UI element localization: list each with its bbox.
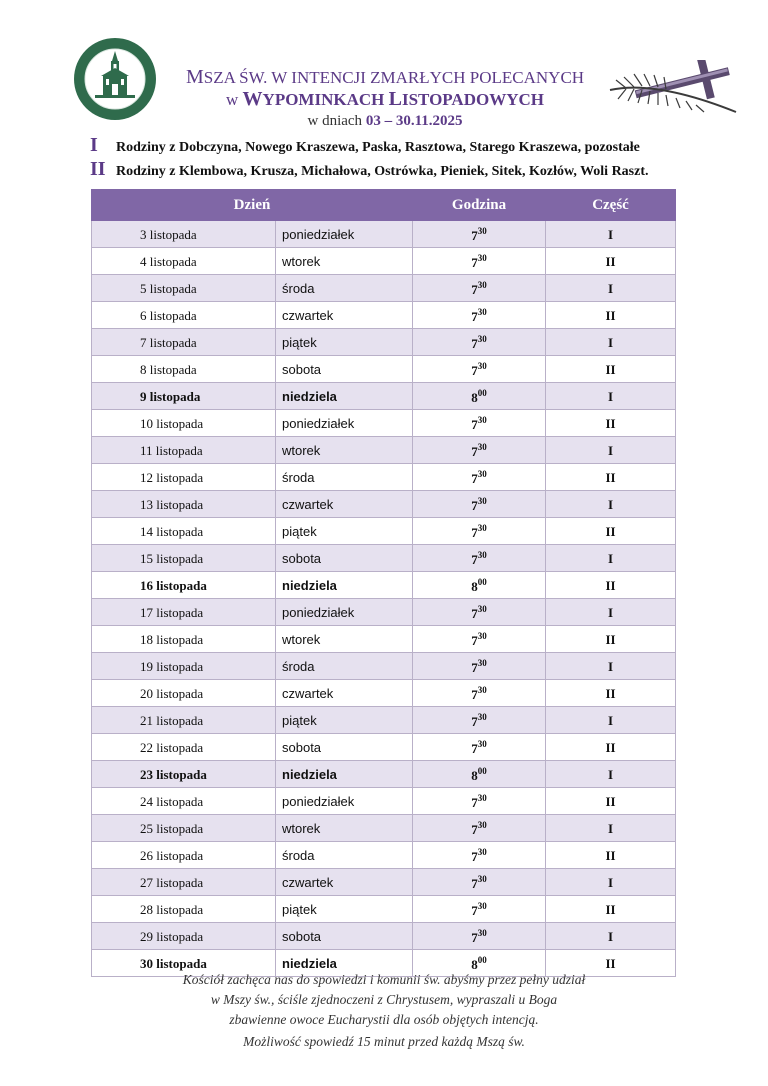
- group-numeral: II: [90, 158, 106, 180]
- time-hour: 7: [471, 416, 478, 432]
- part-cell: II: [546, 572, 676, 599]
- date-cell: 17 listopada: [92, 599, 276, 626]
- time-hour: 7: [471, 524, 478, 540]
- time-minutes: 30: [477, 225, 487, 236]
- part-cell: I: [546, 653, 676, 680]
- date-cell: 9 listopada: [92, 383, 276, 410]
- time-minutes: 30: [477, 279, 487, 290]
- time-hour: 8: [471, 956, 478, 972]
- time-minutes: 00: [477, 387, 487, 398]
- weekday-cell: czwartek: [276, 491, 413, 518]
- date-cell: 18 listopada: [92, 626, 276, 653]
- date-range: w dniach 03 – 30.11.2025: [307, 113, 463, 129]
- table-row: [92, 761, 676, 788]
- weekday-cell: piątek: [276, 707, 413, 734]
- weekday-cell: poniedziałek: [276, 599, 413, 626]
- time-hour: 7: [471, 875, 478, 891]
- table-row: [92, 491, 676, 518]
- time-cell: [413, 788, 546, 815]
- part-cell: I: [546, 869, 676, 896]
- time-minutes: 30: [477, 738, 487, 749]
- time-minutes: 30: [477, 711, 487, 722]
- date-cell: 14 listopada: [92, 518, 276, 545]
- time-minutes: 30: [477, 657, 487, 668]
- group-two: [90, 158, 649, 181]
- footer-line: zbawienne owoce Eucharystii dla osób objętych intencją.: [229, 1012, 539, 1027]
- weekday-cell: poniedziałek: [276, 788, 413, 815]
- date-cell: 13 listopada: [92, 491, 276, 518]
- table-row: [92, 275, 676, 302]
- time-hour: 7: [471, 659, 478, 675]
- date-cell: 22 listopada: [92, 734, 276, 761]
- date-cell: 16 listopada: [92, 572, 276, 599]
- date-cell: 15 listopada: [92, 545, 276, 572]
- date-cell: 12 listopada: [92, 464, 276, 491]
- table-row: [92, 410, 676, 437]
- part-cell: I: [546, 599, 676, 626]
- part-cell: II: [546, 950, 676, 977]
- table-row: [92, 923, 676, 950]
- weekday-cell: poniedziałek: [276, 221, 413, 248]
- weekday-cell: niedziela: [276, 572, 413, 599]
- date-cell: 7 listopada: [92, 329, 276, 356]
- weekday-cell: czwartek: [276, 869, 413, 896]
- time-hour: 7: [471, 362, 478, 378]
- table-row: [92, 221, 676, 248]
- part-cell: II: [546, 680, 676, 707]
- time-hour: 7: [471, 740, 478, 756]
- time-hour: 7: [471, 335, 478, 351]
- weekday-cell: niedziela: [276, 950, 413, 977]
- time-minutes: 30: [477, 684, 487, 695]
- weekday-cell: środa: [276, 653, 413, 680]
- part-cell: II: [546, 356, 676, 383]
- table-row: [92, 302, 676, 329]
- weekday-cell: wtorek: [276, 815, 413, 842]
- time-minutes: 30: [477, 468, 487, 479]
- time-cell: [413, 545, 546, 572]
- table-row: [92, 572, 676, 599]
- table-row: [92, 464, 676, 491]
- part-cell: II: [546, 734, 676, 761]
- time-hour: 7: [471, 254, 478, 270]
- time-minutes: 30: [477, 306, 487, 317]
- time-cell: [413, 680, 546, 707]
- time-minutes: 30: [477, 252, 487, 263]
- part-cell: I: [546, 923, 676, 950]
- time-cell: [413, 410, 546, 437]
- part-cell: II: [546, 518, 676, 545]
- time-minutes: 30: [477, 414, 487, 425]
- time-cell: [413, 815, 546, 842]
- table-row: [92, 437, 676, 464]
- date-cell: 6 listopada: [92, 302, 276, 329]
- time-cell: [413, 869, 546, 896]
- time-hour: 7: [471, 902, 478, 918]
- time-cell: [413, 383, 546, 410]
- part-cell: I: [546, 275, 676, 302]
- schedule-table: [91, 189, 676, 977]
- table-row: [92, 815, 676, 842]
- time-minutes: 00: [477, 954, 487, 965]
- table-row: [92, 680, 676, 707]
- part-cell: I: [546, 437, 676, 464]
- time-minutes: 30: [477, 927, 487, 938]
- time-cell: [413, 356, 546, 383]
- weekday-cell: wtorek: [276, 248, 413, 275]
- table-row: [92, 329, 676, 356]
- date-cell: 21 listopada: [92, 707, 276, 734]
- weekday-cell: wtorek: [276, 437, 413, 464]
- time-minutes: 00: [477, 765, 487, 776]
- time-cell: [413, 302, 546, 329]
- footer-note: [110, 970, 658, 1030]
- part-cell: I: [546, 761, 676, 788]
- table-row: [92, 788, 676, 815]
- time-minutes: 30: [477, 792, 487, 803]
- part-cell: II: [546, 788, 676, 815]
- time-hour: 7: [471, 848, 478, 864]
- date-cell: 26 listopada: [92, 842, 276, 869]
- weekday-cell: poniedziałek: [276, 410, 413, 437]
- part-cell: II: [546, 842, 676, 869]
- part-cell: II: [546, 248, 676, 275]
- date-cell: 19 listopada: [92, 653, 276, 680]
- table-row: [92, 842, 676, 869]
- table-row: [92, 896, 676, 923]
- part-cell: II: [546, 410, 676, 437]
- time-hour: 8: [471, 389, 478, 405]
- weekday-cell: czwartek: [276, 680, 413, 707]
- table-header-row: [92, 190, 676, 221]
- part-cell: II: [546, 302, 676, 329]
- weekday-cell: środa: [276, 842, 413, 869]
- table-row: [92, 707, 676, 734]
- time-cell: [413, 572, 546, 599]
- weekday-cell: środa: [276, 464, 413, 491]
- time-hour: 7: [471, 794, 478, 810]
- time-minutes: 30: [477, 549, 487, 560]
- time-cell: [413, 626, 546, 653]
- weekday-cell: sobota: [276, 545, 413, 572]
- time-hour: 7: [471, 713, 478, 729]
- time-cell: [413, 518, 546, 545]
- date-cell: 20 listopada: [92, 680, 276, 707]
- table-row: [92, 599, 676, 626]
- time-cell: [413, 896, 546, 923]
- time-minutes: 30: [477, 630, 487, 641]
- time-minutes: 00: [477, 576, 487, 587]
- time-hour: 7: [471, 605, 478, 621]
- header-part: Część: [546, 190, 676, 221]
- time-hour: 8: [471, 578, 478, 594]
- footer-line: w Mszy św., ściśle zjednoczeni z Chrystusem, wypraszali u Boga: [210, 992, 558, 1007]
- date-cell: 28 listopada: [92, 896, 276, 923]
- weekday-cell: wtorek: [276, 626, 413, 653]
- time-hour: 7: [471, 551, 478, 567]
- weekday-cell: sobota: [276, 734, 413, 761]
- time-minutes: 30: [477, 603, 487, 614]
- time-cell: [413, 464, 546, 491]
- footer-line: Kościół zachęca nas do spowiedzi i komunii św. abyśmy przez pełny udział: [182, 972, 586, 987]
- date-cell: 8 listopada: [92, 356, 276, 383]
- time-cell: [413, 707, 546, 734]
- time-hour: 8: [471, 767, 478, 783]
- title-line-1: MSZA ŚW. W INTENCJI ZMARŁYCH POLECANYCH: [185, 66, 585, 88]
- table-row: [92, 356, 676, 383]
- part-cell: I: [546, 491, 676, 518]
- header-day: Dzień: [92, 190, 413, 221]
- time-minutes: 30: [477, 441, 487, 452]
- time-hour: 7: [471, 227, 478, 243]
- time-minutes: 30: [477, 819, 487, 830]
- time-minutes: 30: [477, 873, 487, 884]
- time-minutes: 30: [477, 900, 487, 911]
- weekday-cell: niedziela: [276, 383, 413, 410]
- date-cell: 27 listopada: [92, 869, 276, 896]
- time-cell: [413, 437, 546, 464]
- time-hour: 7: [471, 632, 478, 648]
- time-cell: [413, 275, 546, 302]
- date-cell: 24 listopada: [92, 788, 276, 815]
- time-hour: 7: [471, 443, 478, 459]
- time-hour: 7: [471, 497, 478, 513]
- date-cell: 10 listopada: [92, 410, 276, 437]
- part-cell: I: [546, 329, 676, 356]
- table-row: [92, 653, 676, 680]
- weekday-cell: sobota: [276, 356, 413, 383]
- time-hour: 7: [471, 686, 478, 702]
- date-cell: 5 listopada: [92, 275, 276, 302]
- date-cell: 25 listopada: [92, 815, 276, 842]
- cross-palm-icon: [606, 60, 742, 122]
- table-row: [92, 869, 676, 896]
- confession-note: Możliwość spowiedź 15 minut przed każdą Mszą św.: [243, 1034, 525, 1049]
- part-cell: I: [546, 815, 676, 842]
- weekday-cell: środa: [276, 275, 413, 302]
- time-hour: 7: [471, 308, 478, 324]
- time-minutes: 30: [477, 495, 487, 506]
- weekday-cell: piątek: [276, 329, 413, 356]
- part-cell: I: [546, 221, 676, 248]
- time-cell: [413, 491, 546, 518]
- date-cell: 23 listopada: [92, 761, 276, 788]
- time-hour: 7: [471, 929, 478, 945]
- time-cell: [413, 653, 546, 680]
- date-cell: 3 listopada: [92, 221, 276, 248]
- group-one: [90, 134, 640, 157]
- time-cell: [413, 923, 546, 950]
- table-row: [92, 734, 676, 761]
- time-minutes: 30: [477, 846, 487, 857]
- time-hour: 7: [471, 281, 478, 297]
- part-cell: II: [546, 626, 676, 653]
- time-minutes: 30: [477, 522, 487, 533]
- weekday-cell: piątek: [276, 518, 413, 545]
- group-description: Rodziny z Dobczyna, Nowego Kraszewa, Paska, Rasztowa, Starego Kraszewa, pozostałe: [116, 140, 640, 155]
- time-cell: [413, 761, 546, 788]
- time-cell: [413, 221, 546, 248]
- group-numeral: I: [90, 134, 98, 156]
- table-row: [92, 545, 676, 572]
- part-cell: II: [546, 464, 676, 491]
- weekday-cell: piątek: [276, 896, 413, 923]
- part-cell: II: [546, 896, 676, 923]
- date-cell: 30 listopada: [92, 950, 276, 977]
- table-row: [92, 626, 676, 653]
- date-cell: 4 listopada: [92, 248, 276, 275]
- parish-logo: [73, 37, 157, 121]
- time-cell: [413, 329, 546, 356]
- time-cell: [413, 734, 546, 761]
- weekday-cell: sobota: [276, 923, 413, 950]
- part-cell: I: [546, 383, 676, 410]
- time-hour: 7: [471, 470, 478, 486]
- part-cell: I: [546, 707, 676, 734]
- time-cell: [413, 248, 546, 275]
- date-cell: 11 listopada: [92, 437, 276, 464]
- weekday-cell: czwartek: [276, 302, 413, 329]
- title-line-2: w WYPOMINKACH LISTOPADOWYCH: [226, 88, 544, 110]
- date-cell: 29 listopada: [92, 923, 276, 950]
- time-minutes: 30: [477, 333, 487, 344]
- table-row: [92, 383, 676, 410]
- time-minutes: 30: [477, 360, 487, 371]
- group-description: Rodziny z Klembowa, Krusza, Michałowa, Ostrówka, Pieniek, Sitek, Kozłów, Woli Raszt.: [116, 164, 649, 179]
- part-cell: I: [546, 545, 676, 572]
- time-cell: [413, 842, 546, 869]
- table-row: [92, 248, 676, 275]
- header-hour: Godzina: [413, 190, 546, 221]
- time-hour: 7: [471, 821, 478, 837]
- time-cell: [413, 599, 546, 626]
- table-row: [92, 518, 676, 545]
- weekday-cell: niedziela: [276, 761, 413, 788]
